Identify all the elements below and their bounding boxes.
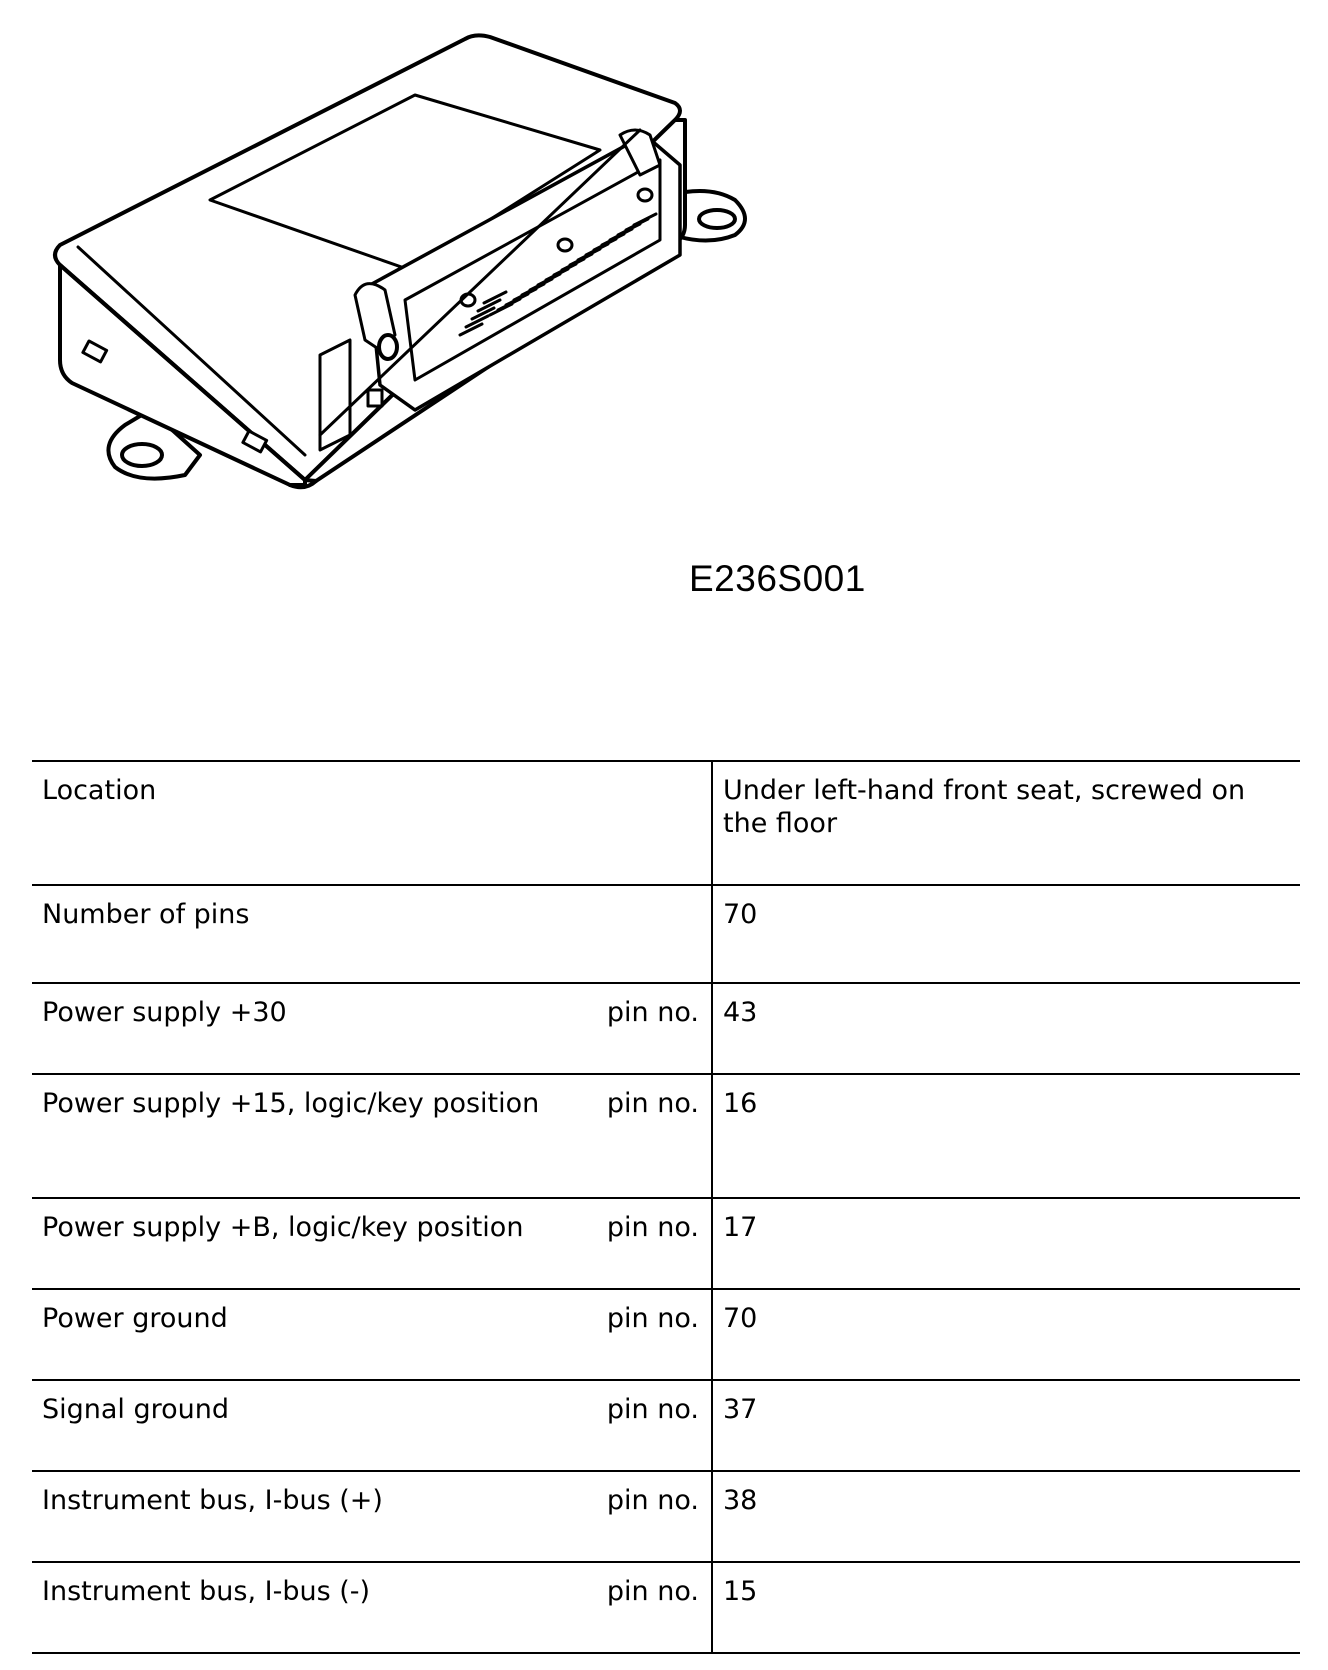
specification-table — [32, 760, 1300, 1654]
row-value: 38 — [712, 1471, 1300, 1562]
figure-code: E236S001 — [689, 558, 866, 599]
pin-label: pin no. — [606, 1303, 699, 1334]
row-value: 70 — [712, 1289, 1300, 1380]
pin-label: pin no. — [606, 1394, 699, 1425]
row-label: Signal ground — [42, 1394, 230, 1425]
row-label: Instrument bus, I-bus (+) — [42, 1485, 383, 1516]
table-row — [32, 1380, 1300, 1471]
row-label: Power supply +B, logic/key position — [42, 1212, 524, 1243]
pin-label: pin no. — [606, 1212, 699, 1243]
table-row — [32, 1471, 1300, 1562]
pin-label: pin no. — [606, 1576, 699, 1607]
row-label: Power supply +15, logic/key position — [42, 1088, 540, 1119]
control-module-illustration — [20, 15, 780, 495]
table-row — [32, 1289, 1300, 1380]
row-label: Number of pins — [42, 899, 250, 930]
pin-label — [552, 885, 712, 983]
pin-label: pin no. — [606, 1485, 699, 1516]
pin-label: pin no. — [606, 997, 699, 1028]
table-row — [32, 1074, 1300, 1198]
row-value: 37 — [712, 1380, 1300, 1471]
table-row — [32, 983, 1300, 1074]
table-row — [32, 1198, 1300, 1289]
pin-label: pin no. — [606, 1088, 699, 1119]
row-label: Power supply +30 — [42, 997, 287, 1028]
table-row — [32, 761, 1300, 885]
table-row — [32, 1562, 1300, 1653]
row-value: 17 — [712, 1198, 1300, 1289]
table-row — [32, 885, 1300, 983]
row-label: Instrument bus, I-bus (-) — [42, 1576, 371, 1607]
pin-label — [552, 761, 712, 885]
row-value: 15 — [712, 1562, 1300, 1653]
row-value: 70 — [712, 885, 1300, 983]
row-value: 16 — [712, 1074, 1300, 1198]
row-value: 43 — [712, 983, 1300, 1074]
row-label: Power ground — [42, 1303, 228, 1334]
row-label: Location — [42, 775, 157, 806]
row-value: Under left-hand front seat, screwed on the floor — [712, 761, 1300, 885]
